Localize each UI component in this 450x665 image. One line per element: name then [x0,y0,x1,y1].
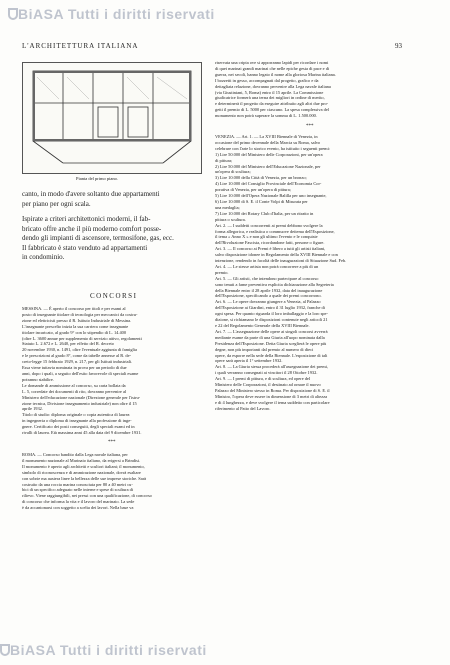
text-line: Essa viene tuttavia nominata in prova per un periodo di due [22,365,127,371]
text-line: MESSINA. — È aperto il concorso per titoli e per esami al [22,306,126,311]
text-line: forma allegorica, e realistica o commuove deitema dell'Esposizione, [215,228,335,234]
text-line: Art. 6. — Le opere dovranno giungere a Venezia, al Palazzo [215,299,321,305]
left-column-block-a [22,306,204,436]
text-line: anni, dopo i quali, a seguito dell'esito favorevole di speciali esame [22,370,139,376]
text-line: Titolo di studio: diploma originale o copia autentica di laurea [22,412,130,418]
floor-plan-svg [23,63,201,173]
text-line: degne, non più importanti dal premio al numero di dieci [215,346,314,352]
text-line: bricato offre anche il più moderno comfort posse- [22,224,162,233]
text-line: e di 4 lunghezza, e deve svolgere il tema suddetto con particolare [215,399,330,405]
text-line: i quali verranno consegnati ai vincitori il 28 Ottobre 1932. [215,370,318,376]
text-line: dell'Rivoluzione Fascista, ricordandone fatti, persone o figure. [215,240,325,246]
separator-stars: *** [108,440,116,445]
section-title: CONCORSI [90,292,138,300]
text-line: Art. 7. — L'assegnazione delle opere ai singoli concorsi avverrà [215,328,328,334]
text-line: posto di insegnante titolare di tecnologia per meccanici da costru- [22,311,138,317]
text-line: dettagliata relazione, dovranno pervenire alla Lega navale italiana [215,83,331,89]
text-line: costruito da una roccia marina conosciuta per 80 a 40 metri cu- [22,481,133,487]
text-line: Ispirate a criteri architettonici moderni, il fab- [22,215,151,223]
text-line: Presidenza dell'Esposizione. Detta Giuria sceglierà le opere più [215,340,327,346]
text-line: bici di un specifico adeguato nelle interne e spese di scultura di [22,487,134,493]
text-line: giudicatrice formerà una terna dei migliori in ordine di merito, [215,95,325,101]
text-line: I bozzetti in gesso, accompagnati dal progetto, grafico e da [215,77,319,83]
text-line: canto, in modo d'avere soltanto due appartamenti [22,190,160,198]
text-line: guerra, nei secoli, hanno legato il nome alla gloriosa Marina italiana. [215,71,336,77]
text-line: salvo disposizione idonee in Regolamento della XVIII Biennale e con [215,252,338,258]
text-line: in condominio. [22,253,65,261]
text-line: occasione del primo decennale della Marcia su Roma, salvo [215,139,321,145]
text-line: e determinerà il progetto da eseguire attribuito agli altri due pro- [215,101,329,107]
text-line: della Biennale entro il 28 aprile 1932, data del inaugurazione [215,287,323,293]
text-line: 3) Lire 10.000 della Città di Venezia, per un bronzo; [215,175,307,181]
text-line: simbolo di riconoscenza e di ammirazione nazionale, dovrà esaltare [22,469,141,475]
text-line: Ministero dell'educazione nazionale (Direzione generale per l'istru- [22,394,141,400]
text-line: dell'Esposizione, specificando a quale dei premi concorrono. [215,293,322,299]
shield-icon [8,8,18,20]
text-line: zione ed elettricisti presso il R. Istituto Industriale di Messina. [22,317,132,323]
text-line: e le prescrizioni al grado 8°, come da tabelle annesse al R. de- [22,353,132,359]
text-line: Statuto L. 2.672 e L. 2640, per effetto del R. decreto [22,341,114,347]
text-line: ROMA. — Concorso bandito dalla Lega navale italiana, per [22,452,128,457]
text-line: Ministro, l'opera deve essere in dimensione di 3 metri di altezza [215,393,328,399]
separator-stars: *** [306,124,314,129]
text-line: il tema « Anno X » e non gli ultimo l'evento e le conquiste [215,234,318,240]
text-line: L. 5, corredate dei documenti di rito, dovranno pervenire al [22,388,127,394]
text-line: 4) Lire 10.000 del Consiglio Provinciale dell'Economia Cor- [215,181,322,187]
text-line: monumento non potrà superare la somma di L. 1.500.000. [215,113,317,119]
text-line: riservata una cripta ove si apporranno lapidi per ricordare i nomi [215,60,329,65]
text-line: di concorso che informa la vita e il lavoro del marinaio. La sede [22,499,135,505]
text-line: titolare incaricato, al grado 9° con lo stipendio di L. 14.400 [22,329,127,335]
text-line: (oltre L. 3600 annue per supplemento di servizio attivo, regolamenti [22,335,142,341]
text-line: zione tecnica, Divisione insegnamento industriale) non oltre il 15 [22,400,137,406]
text-line: aprile 1932. [22,406,43,412]
text-line: premio. [215,269,229,275]
text-line: 20 novembre 1930, n. 1491, oltre l'eventuale aggiunta di famiglia [22,347,137,353]
text-line: intenzione, rendendo in facoltà delle inaugurazioni di Situazione Sud. Feb. [215,258,347,264]
text-line: L'insegnante prescelto inizia la sua carriera come insegnante [22,323,129,329]
text-line: Art. 3. — Il concorso ai Premi è libero a tutti gli artisti italiani, [215,246,326,252]
watermark-bottom: BiASA Tutti i diritti riservati [10,642,207,658]
text-line: gnere. Certificato dei posti conseguiti, degli speciali esami ed in [22,424,135,430]
text-line: Il fabbricato è stato venduto ad appartamenti [22,243,148,252]
text-line: Art. 2. — I suddetti concorrenti ai premi debbono svolgere la [215,222,323,228]
text-line: 6) Lire 10.000 di S. E. il Conte Volpi di Misurata per [215,198,308,204]
text-line: creto-legge 15 febbraio 1929, n. 217, per gli Istituti industriali. [22,359,133,365]
text-line: dendo gli impianti di ascensore, termosifone, gas, ecc. [22,234,174,242]
text-line: getti il premio di L. 5000 per ciascuno. La spesa complessiva del [215,107,330,113]
text-line: Palazzo del Ministero stesso in Roma. Per disposizione di S. E. il [215,387,330,393]
building-description [22,190,204,263]
text-line: rilievo. Viene raggiungibili, nei pressi con una qualificazione, di concorso [22,493,152,499]
text-line: ogni spesa. Per quanto riguarda il loro imballaggio e la loro spe- [215,311,328,317]
text-line: in ingegneria o diploma di insegnante alla professione di inge- [22,418,132,424]
text-line: 7) Lire 10.000 dei Rotary Club d'Italia, per un ritratto in [215,210,314,216]
text-line: (via Giustiniani, 5, Roma) entro il 15 aprile. La Commissione [215,89,324,95]
left-column-block-b [22,452,204,511]
text-line: una medaglia; [215,204,240,210]
floor-plan-drawing [22,62,202,174]
text-line: e 22 del Regolamento Generale della XVIII Biennale. [215,323,310,328]
text-line: dell'Esposizione ai Giardini, entro il 31 luglio 1932, franche di [215,305,325,311]
journal-title: L'ARCHITETTURA ITALIANA [22,42,139,50]
right-column-block-a [215,60,405,119]
text-line: per piano per ogni scala. [22,199,91,208]
page-number: 93 [395,42,402,50]
text-line: celebrare con l'arte lo storico evento, ha istituito i seguenti premi: [215,145,331,151]
text-line: un'opera di scultura; [215,169,251,175]
text-line: di pittura; [215,157,233,163]
text-line: Art. 5. — Gli artisti, che intendono partecipare al concorso [215,275,319,281]
text-line: Il monumento è aperto agli architetti e scultori italiani; il monumento, [22,463,145,469]
text-line: 2) Lire 50.000 del Ministero dell'Educazione Nazionale, per [215,163,321,169]
text-line: potranno stabilire. [22,376,54,382]
text-line: di quei marinai grandi marinai che nelle epiche gesta di pace e di [215,65,330,71]
text-line: riferimento al Patto del Lavoro. [215,405,271,411]
text-line: Art. 8. — La Giuria stessa procederà all'assegnazione dei premi, [215,364,328,370]
text-line: VENEZIA. — Art. 1. — La XVIII Biennale di Venezia, in [215,134,318,139]
plan-caption: Pianta del primo piano. [76,176,118,181]
shield-icon [0,644,10,656]
text-line: Ministero delle Corporazioni, il destinato ad ornare il nuovo [215,382,321,388]
text-line: il monumento nazionale al Marinaio italiano, da erigersi a Brindisi. [22,457,141,463]
text-line: Art. 9. — I premi di pittura, e di scultura, ed opere del [215,376,311,382]
text-line: 1) Lire 50.000 del Ministero delle Corporazioni, per un'opera [215,151,323,157]
right-column-block-b [215,134,405,412]
text-line: è da accantonarsi con soggetto a scelta dei lavori. Nella base va [22,505,134,511]
text-line: opere sarà aperta il 1° settembre 1932. [215,358,283,364]
text-line: dizione, si richiamano le disposizioni contenute negli articoli 21 [215,317,328,323]
text-line: opere, da esporre nella sede della Biennale. L'esposizione di tali [215,352,328,358]
text-line: Art. 4. — Le stesse artista non potrà concorrere a più di un [215,263,319,269]
text-line: pittura o scultura. [215,216,246,222]
text-line: porativa di Venezia, per un'opera di pittura; [215,187,291,193]
text-line: con sobrie ma austera linee la bellezza delle sue imprese storiche. Sarà [22,475,147,481]
text-line: 5) Lire 10.000 dell'Opera Nazionale Balilla per uno insegnante, [215,193,327,199]
text-line: rivalli di laurea. Età massima anni 45 alla data del 9 dicembre 1931. [22,430,142,436]
text-line: mediante esame da parte di una Giuria all'uopo nominata dalla [215,334,325,340]
watermark-top: BiASA Tutti i diritti riservati [18,6,215,22]
text-line: sono tenuti a fame preventiva esplicita dichiarazione alla Segreteria [215,281,334,287]
text-line: Le domande di ammissione al concorso, su carta bollata da [22,382,126,388]
